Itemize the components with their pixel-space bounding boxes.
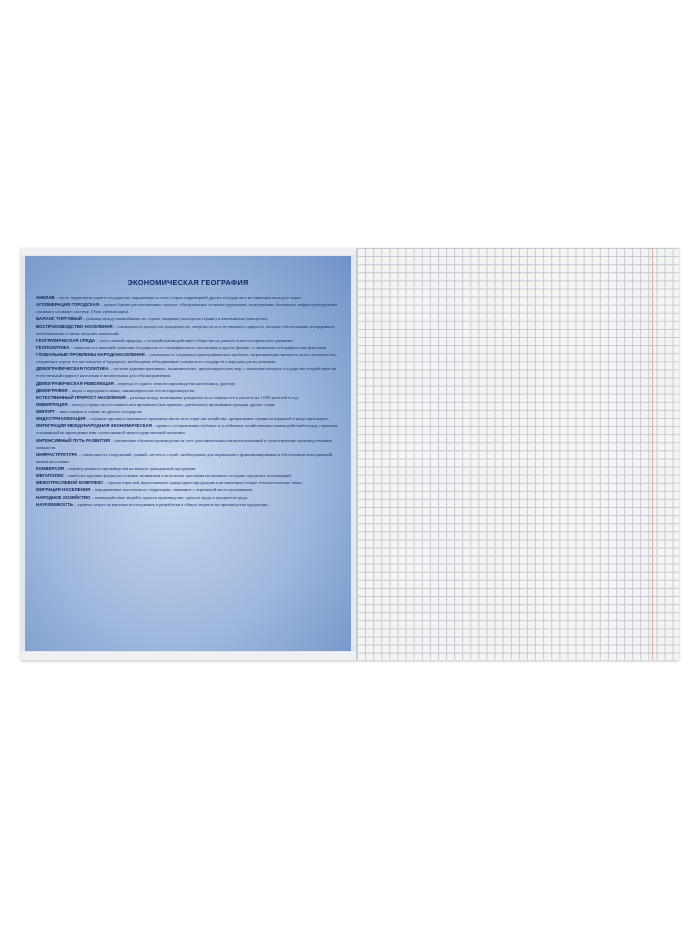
reference-title: ЭКОНОМИЧЕСКАЯ ГЕОГРАФИЯ xyxy=(127,278,249,287)
glossary-entry xyxy=(36,401,340,408)
page-edge-top xyxy=(21,248,356,255)
glossary-term: НАУКОЕМКОСТЬ xyxy=(36,501,73,507)
glossary-entry xyxy=(36,294,340,301)
glossary-definition: – часть территории одного государства, окруженная со всех сторон территорией других государств и не имеющая выхода к морю. xyxy=(54,295,302,300)
glossary-term: ГЛОБАЛЬНЫЕ ПРОБЛЕМЫ НАРОДОНАСЕЛЕНИЯ xyxy=(36,352,145,357)
glossary-term: ГЕОГРАФИЧЕСКАЯ СРЕДА xyxy=(36,337,96,343)
glossary-entries xyxy=(36,294,340,508)
glossary-term: ЕСТЕСТВЕННЫЙ ПРИРОСТ НАСЕЛЕНИЯ xyxy=(36,394,126,400)
reference-panel xyxy=(25,256,351,651)
glossary-definition: – группа отраслей, выпускающих однородную продукцию или имеющих тесные технологические связи. xyxy=(103,480,303,486)
glossary-entry xyxy=(36,494,340,501)
glossary-entry xyxy=(36,408,340,415)
glossary-definition: – совокупность процессов рождаемости, смертности и естественного прироста, которые обеспечивают непрерывное возобновление и смену людских поколений. xyxy=(36,323,335,336)
glossary-definition: – передвижение населения по территории, связанное с переменой места проживания. xyxy=(90,487,254,493)
glossary-term: НАРОДНОЕ ХОЗЯЙСТВО xyxy=(36,494,91,500)
glossary-definition: – создание крупного машинного производства во всех отраслях хозяйства, превращение страны из аграрной в индустриальную. xyxy=(85,416,329,422)
glossary-term: КОНВЕРСИЯ xyxy=(36,466,64,471)
glossary-entry xyxy=(36,344,340,351)
glossary-definition: – наиболее крупная форма расселения, возникшая в результате срастания нескольких соседних городских агломераций. xyxy=(64,473,292,479)
glossary-definition: – въезд в страну на постоянное или временное (как правило, длительное) проживание граждан других стран. xyxy=(67,401,276,407)
glossary-definition: – часть земной природы, с которой взаимодействует общество на данном этапе исторического развития. xyxy=(95,337,294,343)
glossary-term: ИНФРАСТРУКТУРА xyxy=(36,451,78,457)
glossary-entry xyxy=(36,301,340,315)
glossary-definition: – перевод военного производства на выпуск гражданской продукции. xyxy=(63,466,197,471)
glossary-term: ДЕМОГРАФИЧЕСКАЯ РЕВОЛЮЦИЯ xyxy=(36,380,114,386)
glossary-definition: – разница между величинами рождаемости и смертности в расчете на 1 000 жителей в год. xyxy=(125,394,299,400)
glossary-definition: – увеличение объемов производства за счет дополнительных капиталовложений в существующие производственные мощности. xyxy=(36,437,333,450)
glossary-entry xyxy=(36,472,340,479)
glossary-term: ВОСПРОИЗВОДСТВО НАСЕЛЕНИЯ xyxy=(36,323,113,329)
glossary-entry xyxy=(36,501,340,508)
glossary-definition: – группа близко расположенных городов, объединенных тесными трудовыми, культурными, бытовыми, инфраструктурными связями в сложную систему. (Этап урбанизации). xyxy=(36,302,337,315)
glossary-entry xyxy=(36,387,340,394)
glossary-entry xyxy=(36,479,340,486)
glossary-definition: – процесс установления глубоких и устойчивых хозяйственных взаимодействий между странами, основанный на проведении ими согласованной межгосударственной политики. xyxy=(36,423,339,436)
glossary-term: ДЕМОГРАФИЯ xyxy=(36,387,68,393)
glossary-term: ИМПОРТ xyxy=(36,409,56,414)
glossary-definition: – наука о народонаселении, закономерностях его воспроизводства. xyxy=(67,387,195,393)
page-edge-bottom xyxy=(21,652,356,660)
glossary-entry xyxy=(36,337,340,344)
glossary-definition: – зависимость внешней политики государства от географического положения и других физико- и экономико-географических факторов. xyxy=(69,344,328,350)
glossary-term: БАЛАНС ТОРГОВЫЙ xyxy=(36,316,82,322)
glossary-entry xyxy=(36,451,340,465)
glossary-term: ДЕМОГРАФИЧЕСКАЯ ПОЛИТИКА xyxy=(36,366,109,372)
glossary-entry xyxy=(36,437,340,451)
glossary-term: АНКЛАВ xyxy=(36,295,55,300)
glossary-term: ИНТЕГРАЦИЯ МЕЖДУНАРОДНАЯ ЭКОНОМИЧЕСКАЯ xyxy=(36,423,152,429)
glossary-term: ИНДУСТРИАЛИЗАЦИЯ xyxy=(36,416,86,422)
glossary-term: ИММИГРАЦИЯ xyxy=(36,401,68,407)
glossary-definition: – переход от одного типа воспроизводства населения к другому. xyxy=(113,380,236,386)
glossary-entry xyxy=(36,415,340,422)
glossary-entry xyxy=(36,351,340,365)
glossary-entry xyxy=(36,365,340,379)
glossary-entry xyxy=(36,323,340,337)
glossary-entry xyxy=(36,465,340,472)
glossary-definition: – взаимодействие людей и средств производства: средств труда и предметов труда. xyxy=(90,494,249,500)
glossary-term: АГЛОМЕРАЦИЯ ГОРОДСКАЯ xyxy=(36,302,100,308)
grid-page xyxy=(357,248,679,660)
glossary-entry xyxy=(36,486,340,493)
glossary-definition: – ввоз товаров в страну из других государств. xyxy=(55,409,143,414)
glossary-entry xyxy=(36,380,340,387)
glossary-definition: – разница между важнейшими по стране товарами (экспортом страны) и ввезенными (импортом). xyxy=(81,316,269,322)
glossary-definition: – совокупность сооружений, зданий, систем и служб, необходимых для нормального функционирования и обеспечения повседневной жизни населения. xyxy=(36,451,333,464)
glossary-entry xyxy=(36,422,340,436)
glossary-term: МИГРАЦИЯ НАСЕЛЕНИЯ xyxy=(36,487,91,493)
glossary-term: МЕГАПОЛИС xyxy=(36,473,65,479)
notebook-cover-inner-page xyxy=(21,248,357,660)
glossary-term: МЕЖОТРАСЛЕВОЙ КОМПЛЕКС xyxy=(36,480,104,486)
glossary-definition: – уровень затрат на научные исследования и разработки в общих затратах на производство продукции. xyxy=(72,501,269,507)
glossary-definition: – совокупность социально-демографических проблем, затрагивающих интересы всего человечества, создающих угрозу его настоящему и будущему; необходимы объединенные усилия всех государств и народов для их решения. xyxy=(36,352,337,365)
glossary-term: ИНТЕНСИВНЫЙ ПУТЬ РАЗВИТИЯ xyxy=(36,437,110,443)
glossary-definition: – система административных, экономических, пропагандистских мер, с помощью которых государство воздействует на естественный прирост населения в желательном для себя направлении. xyxy=(36,366,337,379)
glossary-entry xyxy=(36,315,340,322)
glossary-entry xyxy=(36,394,340,401)
notebook-spread xyxy=(21,248,679,660)
glossary-term: ГЕОПОЛИТИКА xyxy=(36,344,70,350)
